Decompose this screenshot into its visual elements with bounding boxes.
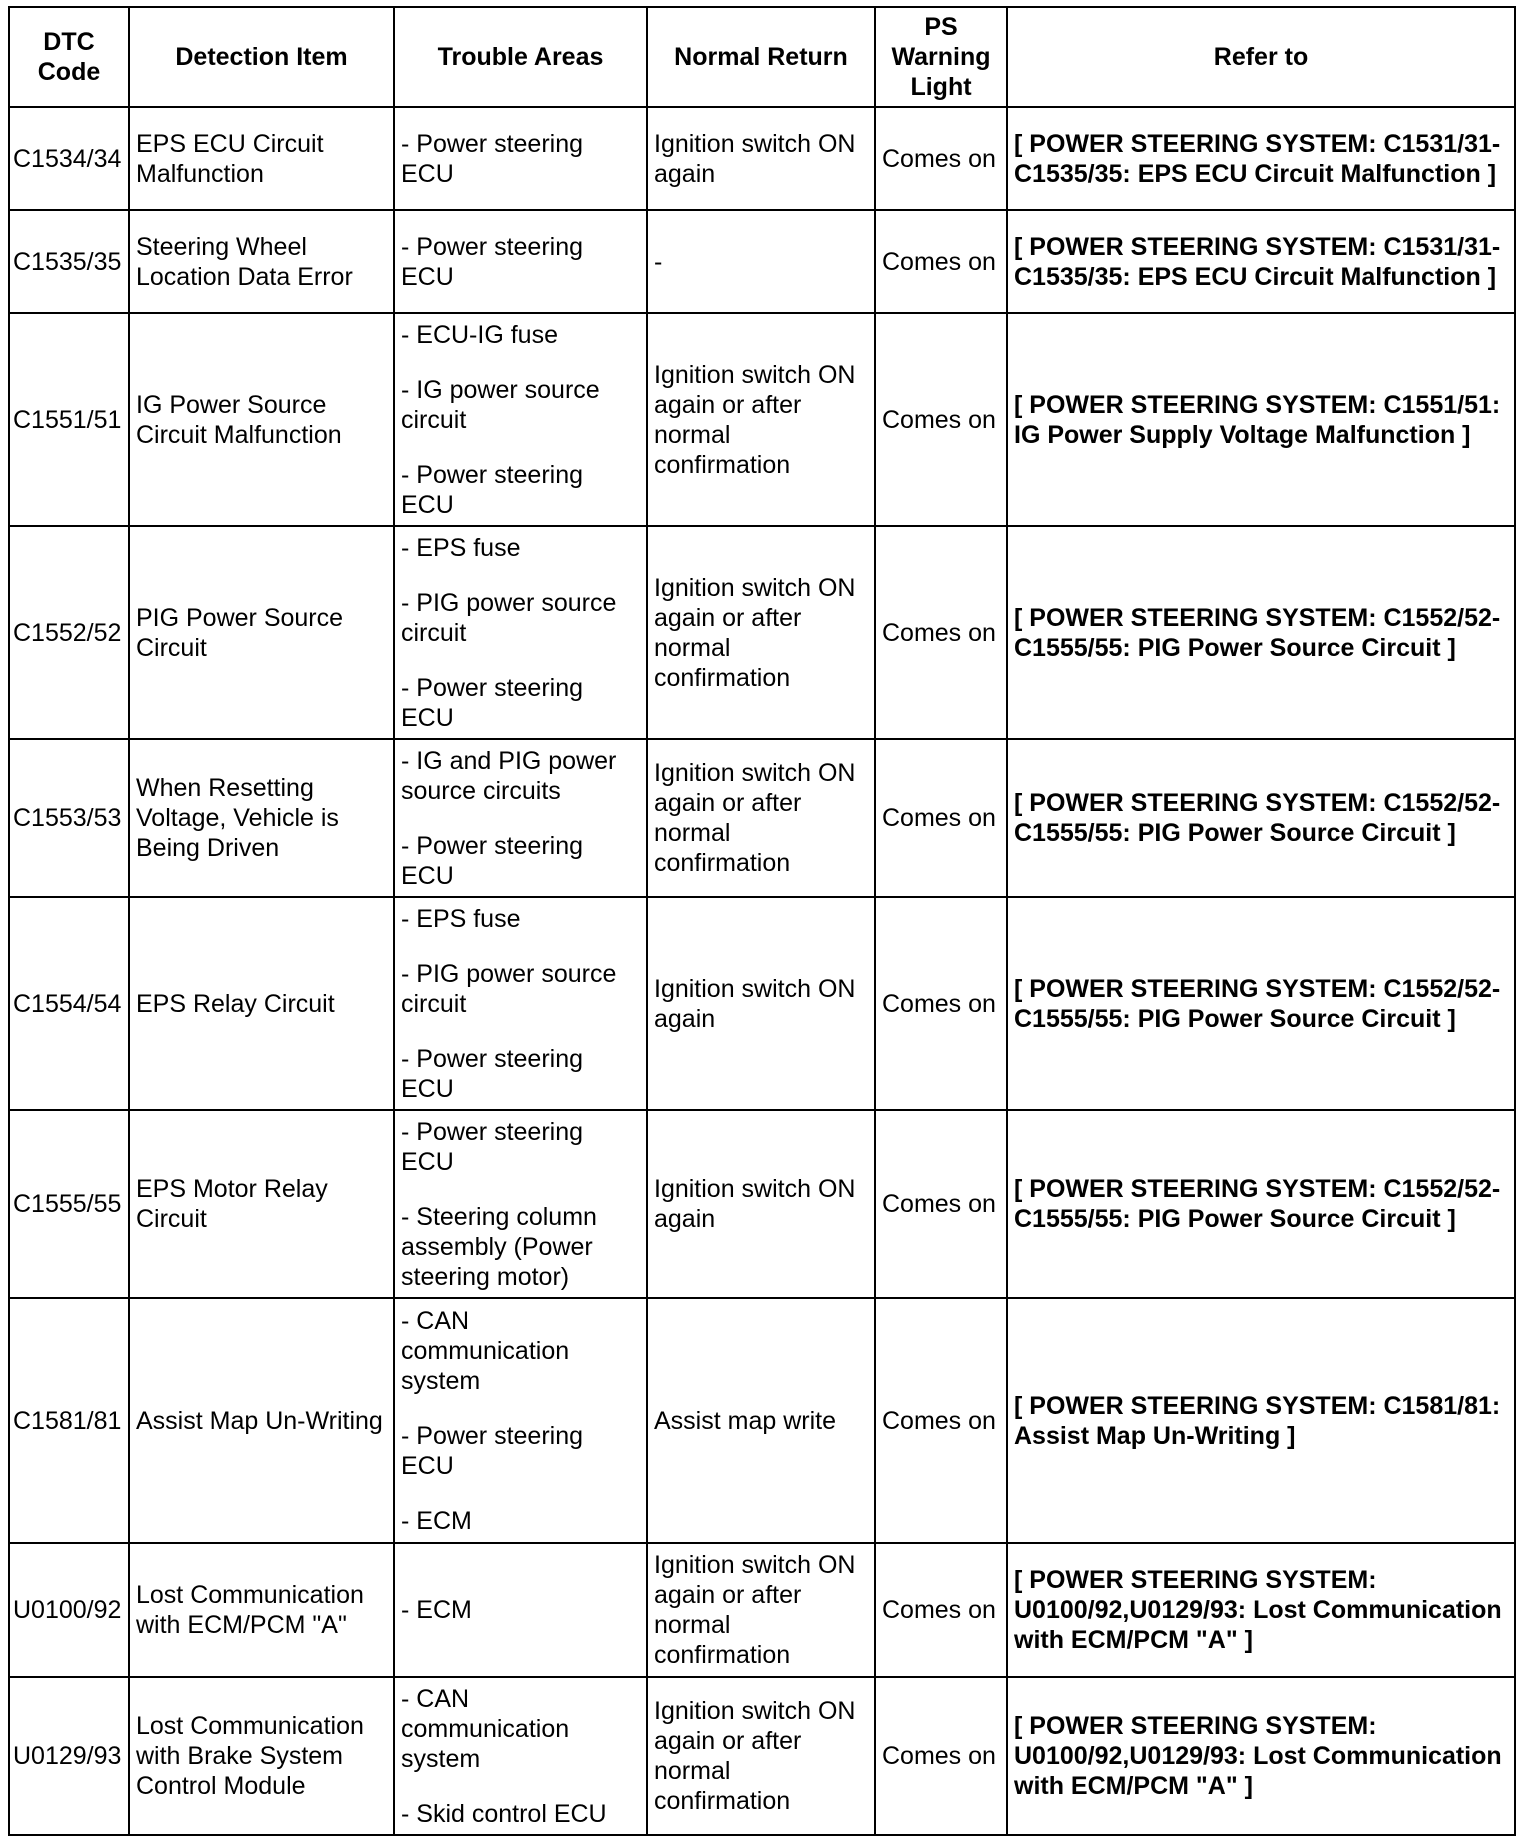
header-dtc-code: DTC Code: [9, 7, 129, 107]
ps-warning-light-cell: Comes on: [875, 1543, 1007, 1677]
ps-warning-light-cell: Comes on: [875, 897, 1007, 1110]
ps-warning-light-cell: Comes on: [875, 107, 1007, 210]
table-row: [9, 1298, 1515, 1543]
ps-warning-light-cell: Comes on: [875, 1298, 1007, 1543]
trouble-areas-cell: [394, 1298, 647, 1543]
normal-return-cell: Ignition switch ON again: [647, 107, 875, 210]
trouble-area-item: - Power steering ECU: [401, 232, 584, 291]
trouble-area-item: - CAN communication system: [401, 1684, 570, 1773]
refer-to-cell: [ POWER STEERING SYSTEM: U0100/92,U0129/93: Lost Communication with ECM/PCM "A" ]: [1007, 1543, 1515, 1677]
normal-return-cell: Ignition switch ON again or after normal confirmation: [647, 313, 875, 526]
trouble-area-item: - Skid control ECU: [401, 1799, 607, 1828]
detection-item-cell: Lost Communication with Brake System Control Module: [129, 1677, 394, 1835]
trouble-area-item: - Power steering ECU: [401, 831, 584, 890]
table-row: [9, 739, 1515, 897]
detection-item-cell: EPS Relay Circuit: [129, 897, 394, 1110]
dtc-table: [8, 6, 1516, 1836]
table-row: [9, 1110, 1515, 1298]
refer-to-cell: [ POWER STEERING SYSTEM: C1552/52-C1555/55: PIG Power Source Circuit ]: [1007, 526, 1515, 739]
trouble-areas-cell: [394, 1543, 647, 1677]
trouble-area-item: - Power steering ECU: [401, 673, 584, 732]
detection-item-cell: PIG Power Source Circuit: [129, 526, 394, 739]
table-row: [9, 1543, 1515, 1677]
trouble-area-item: - PIG power source circuit: [401, 588, 617, 647]
detection-item-cell: IG Power Source Circuit Malfunction: [129, 313, 394, 526]
refer-to-cell: [ POWER STEERING SYSTEM: U0100/92,U0129/93: Lost Communication with ECM/PCM "A" ]: [1007, 1677, 1515, 1835]
trouble-areas-cell: [394, 313, 647, 526]
header-row: [9, 7, 1515, 107]
trouble-area-item: - ECM: [401, 1506, 472, 1535]
trouble-areas-cell: [394, 107, 647, 210]
ps-warning-light-cell: Comes on: [875, 526, 1007, 739]
table-row: [9, 107, 1515, 210]
refer-to-cell: [ POWER STEERING SYSTEM: C1552/52-C1555/55: PIG Power Source Circuit ]: [1007, 1110, 1515, 1298]
ps-warning-light-cell: Comes on: [875, 210, 1007, 313]
ps-warning-light-cell: Comes on: [875, 1110, 1007, 1298]
trouble-areas-cell: [394, 1677, 647, 1835]
dtc-code-cell: C1552/52: [9, 526, 129, 739]
normal-return-cell: Ignition switch ON again or after normal confirmation: [647, 1543, 875, 1677]
ps-warning-light-cell: Comes on: [875, 1677, 1007, 1835]
refer-to-cell: [ POWER STEERING SYSTEM: C1552/52-C1555/55: PIG Power Source Circuit ]: [1007, 739, 1515, 897]
trouble-area-item: - CAN communication system: [401, 1306, 570, 1395]
refer-to-cell: [ POWER STEERING SYSTEM: C1552/52-C1555/55: PIG Power Source Circuit ]: [1007, 897, 1515, 1110]
trouble-area-item: - Power steering ECU: [401, 1117, 584, 1176]
trouble-area-item: - PIG power source circuit: [401, 959, 617, 1018]
dtc-code-cell: C1553/53: [9, 739, 129, 897]
dtc-code-cell: C1581/81: [9, 1298, 129, 1543]
detection-item-cell: EPS Motor Relay Circuit: [129, 1110, 394, 1298]
header-refer-to: Refer to: [1007, 7, 1515, 107]
trouble-areas-cell: [394, 1110, 647, 1298]
dtc-code-cell: C1535/35: [9, 210, 129, 313]
normal-return-cell: -: [647, 210, 875, 313]
refer-to-cell: [ POWER STEERING SYSTEM: C1551/51: IG Power Supply Voltage Malfunction ]: [1007, 313, 1515, 526]
table-row: [9, 897, 1515, 1110]
detection-item-cell: Lost Communication with ECM/PCM "A": [129, 1543, 394, 1677]
normal-return-cell: Ignition switch ON again or after normal confirmation: [647, 526, 875, 739]
trouble-area-item: - IG power source circuit: [401, 375, 600, 434]
trouble-area-item: - Power steering ECU: [401, 1044, 584, 1103]
header-trouble-areas: Trouble Areas: [394, 7, 647, 107]
header-detection-item: Detection Item: [129, 7, 394, 107]
header-ps-warning-light: PS Warning Light: [875, 7, 1007, 107]
trouble-areas-cell: [394, 210, 647, 313]
refer-to-cell: [ POWER STEERING SYSTEM: C1531/31-C1535/35: EPS ECU Circuit Malfunction ]: [1007, 107, 1515, 210]
detection-item-cell: EPS ECU Circuit Malfunction: [129, 107, 394, 210]
trouble-area-item: - Steering column assembly (Power steering motor): [401, 1202, 597, 1291]
table-row: [9, 1677, 1515, 1835]
normal-return-cell: Ignition switch ON again or after normal confirmation: [647, 739, 875, 897]
refer-to-cell: [ POWER STEERING SYSTEM: C1581/81: Assist Map Un-Writing ]: [1007, 1298, 1515, 1543]
dtc-code-cell: U0100/92: [9, 1543, 129, 1677]
trouble-area-item: - EPS fuse: [401, 533, 521, 562]
trouble-areas-cell: [394, 739, 647, 897]
trouble-area-item: - Power steering ECU: [401, 129, 584, 188]
normal-return-cell: Ignition switch ON again or after normal confirmation: [647, 1677, 875, 1835]
dtc-code-cell: C1551/51: [9, 313, 129, 526]
trouble-areas-cell: [394, 526, 647, 739]
trouble-area-item: - ECU-IG fuse: [401, 320, 558, 349]
dtc-code-cell: C1534/34: [9, 107, 129, 210]
trouble-area-item: - IG and PIG power source circuits: [401, 746, 617, 805]
detection-item-cell: When Resetting Voltage, Vehicle is Being Driven: [129, 739, 394, 897]
detection-item-cell: Steering Wheel Location Data Error: [129, 210, 394, 313]
table-row: [9, 313, 1515, 526]
dtc-code-cell: C1555/55: [9, 1110, 129, 1298]
trouble-area-item: - ECM: [401, 1596, 472, 1624]
dtc-code-cell: C1554/54: [9, 897, 129, 1110]
dtc-code-cell: U0129/93: [9, 1677, 129, 1835]
normal-return-cell: Ignition switch ON again: [647, 1110, 875, 1298]
table-row: [9, 526, 1515, 739]
refer-to-cell: [ POWER STEERING SYSTEM: C1531/31-C1535/35: EPS ECU Circuit Malfunction ]: [1007, 210, 1515, 313]
ps-warning-light-cell: Comes on: [875, 739, 1007, 897]
normal-return-cell: Assist map write: [647, 1298, 875, 1543]
header-normal-return: Normal Return: [647, 7, 875, 107]
ps-warning-light-cell: Comes on: [875, 313, 1007, 526]
trouble-area-item: - Power steering ECU: [401, 1421, 584, 1480]
normal-return-cell: Ignition switch ON again: [647, 897, 875, 1110]
table-body: [9, 107, 1515, 1835]
detection-item-cell: Assist Map Un-Writing: [129, 1298, 394, 1543]
table-row: [9, 210, 1515, 313]
trouble-area-item: - Power steering ECU: [401, 460, 584, 519]
trouble-areas-cell: [394, 897, 647, 1110]
trouble-area-item: - EPS fuse: [401, 904, 521, 933]
